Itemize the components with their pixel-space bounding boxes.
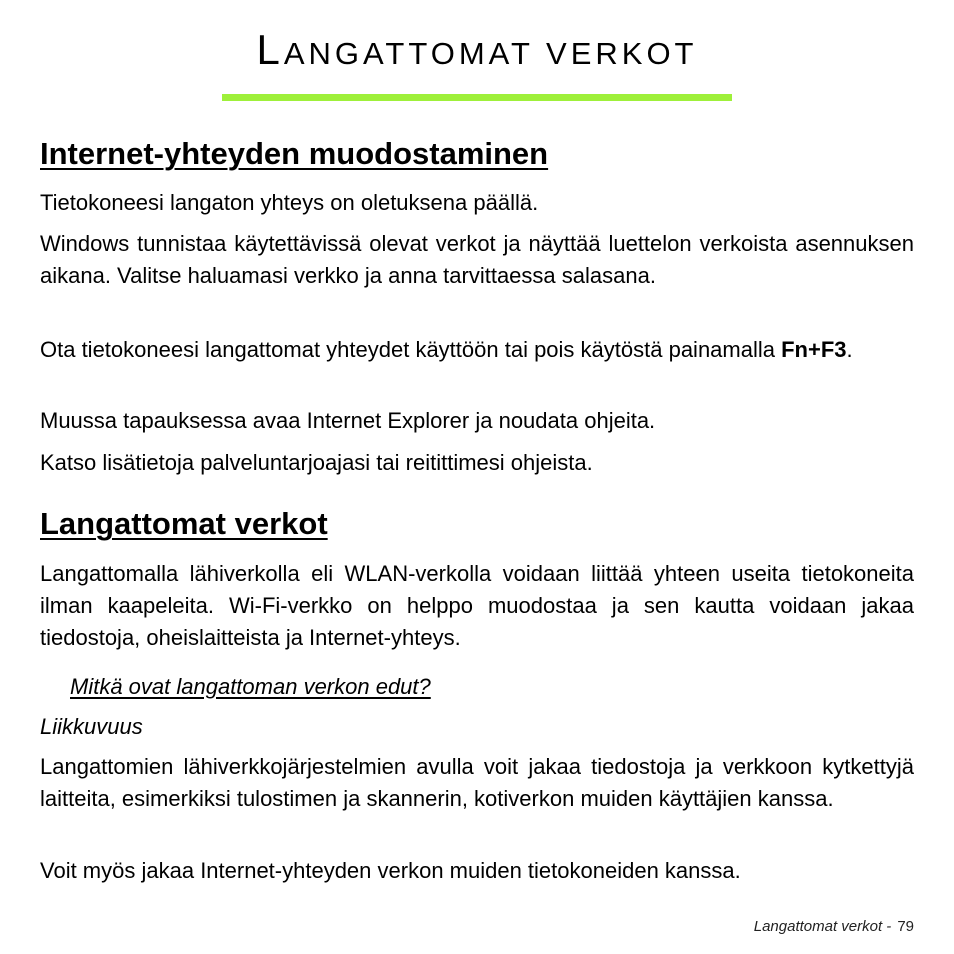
chapter-title-initial: L (256, 26, 284, 73)
paragraph-fn-key-text: Ota tietokoneesi langattomat yhteydet käyttöön tai pois käytöstä painamalla (40, 337, 782, 362)
key-combo: Fn+F3 (781, 337, 847, 362)
paragraph-fn-key-end: . (846, 337, 853, 362)
paragraph-provider-info: Katso lisätietoja palveluntarjoajasi tai reitittimesi ohjeista. (40, 450, 593, 475)
paragraph-fn-key (40, 334, 914, 366)
chapter-accent-bar (222, 94, 732, 101)
page-footer (754, 918, 914, 935)
chapter-title-rest: ANGATTOMAT VERKOT (283, 36, 698, 71)
paragraph-default-connection: Tietokoneesi langaton yhteys on oletuksena päällä. (40, 190, 539, 215)
paragraph-internet-explorer: Muussa tapauksessa avaa Internet Explorer ja noudata ohjeita. (40, 408, 656, 433)
page-number: 79 (897, 918, 914, 935)
paragraph-internet-sharing: Voit myös jakaa Internet-yhteyden verkon muiden tietokoneiden kanssa. (40, 858, 741, 883)
paragraph-windows-networks: Windows tunnistaa käytettävissä olevat verkot ja näyttää luettelon verkoista asennuksen aikana. Valitse haluamasi verkko ja anna tarvittaessa salasana. (40, 231, 914, 288)
term-mobility: Liikkuvuus (40, 714, 143, 739)
subsection-question: Mitkä ovat langattoman verkon edut? (70, 674, 431, 699)
section-heading-internet: Internet-yhteyden muodostaminen (40, 136, 549, 171)
paragraph-sharing: Langattomien lähiverkkojärjestelmien avulla voit jakaa tiedostoja ja verkkoon kytkettyjä laitteita, esimerkiksi tulostimen ja skannerin, kotiverkon muiden käyttäjien kanssa. (40, 754, 914, 811)
footer-label: Langattomat verkot - (753, 918, 892, 935)
chapter-title (40, 26, 914, 74)
paragraph-wlan-intro: Langattomalla lähiverkolla eli WLAN-verkolla voidaan liittää yhteen useita tietokoneita ilman kaapeleita. Wi-Fi-verkko on helppo muodostaa ja sen kautta voidaan jakaa tiedostoja, oheislaitteista ja Internet-yhteys. (40, 561, 914, 650)
section-heading-wireless: Langattomat verkot (40, 506, 328, 541)
